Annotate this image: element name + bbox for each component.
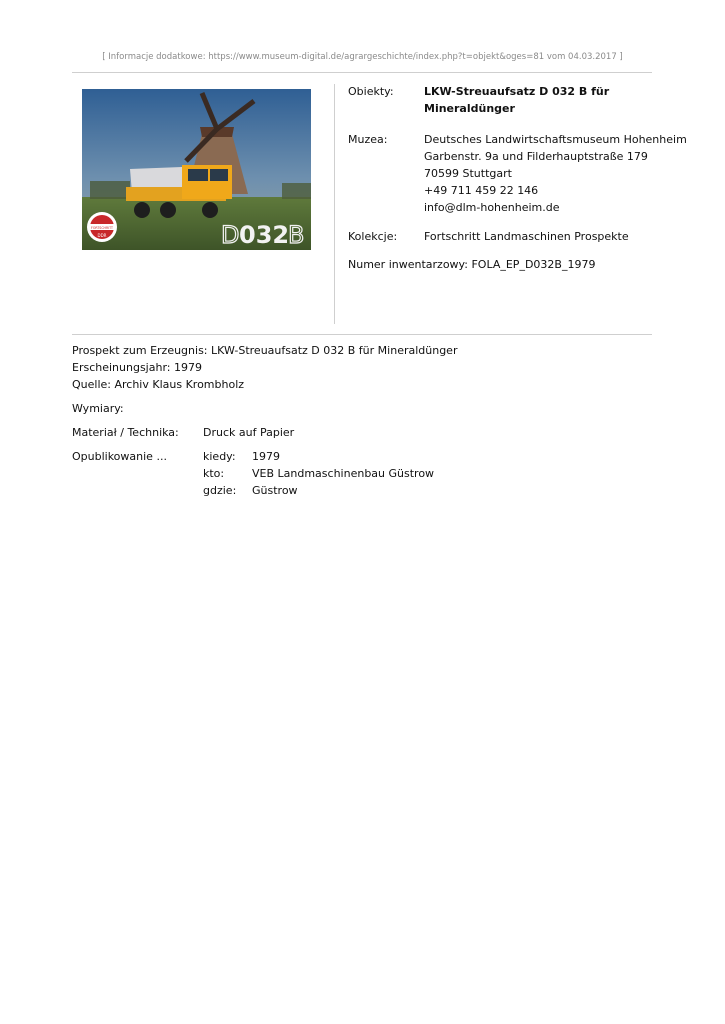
museum-name[interactable]: Deutsches Landwirtschaftsmuseum Hohenheim	[424, 133, 687, 146]
description-line: Erscheinungsjahr: 1979	[72, 361, 202, 374]
museum-address	[424, 131, 687, 216]
overlay-letter-d: D	[221, 221, 240, 249]
inventory-row	[348, 256, 595, 273]
material-label: Materiał / Technika:	[72, 426, 179, 439]
object-thumbnail[interactable]	[82, 89, 311, 250]
vertical-divider	[334, 84, 335, 324]
dimensions-label: Wymiary:	[72, 402, 124, 415]
object-title	[424, 83, 664, 117]
published-when-label: kiedy:	[203, 450, 236, 463]
museum-street: Garbenstr. 9a und Filderhauptstraße 179	[424, 150, 648, 163]
collection-value[interactable]: Fortschritt Landmaschinen Prospekte	[424, 230, 629, 243]
description-line: Quelle: Archiv Klaus Krombholz	[72, 378, 245, 391]
published-when-value[interactable]: 1979	[252, 450, 280, 463]
published-where-value[interactable]: Güstrow	[252, 484, 298, 497]
collection-label: Kolekcje:	[348, 230, 398, 243]
logo-text-top: FORTSCHRITT	[91, 226, 113, 230]
museum-email[interactable]: info@dlm-hohenheim.de	[424, 201, 560, 214]
published-who-value[interactable]: VEB Landmaschinenbau Güstrow	[252, 467, 435, 480]
top-divider	[72, 72, 652, 73]
logo-text-bottom: DDR	[97, 233, 107, 238]
inventory-label: Numer inwentarzowy:	[348, 258, 468, 271]
museum-label: Muzea:	[348, 133, 388, 146]
header-note: [ Informacje dodatkowe: https://www.museum-digital.de/agrargeschichte/index.php?t=objekt&oges=81 vom 04.03.2017 ]	[102, 52, 623, 62]
inventory-value: FOLA_EP_D032B_1979	[471, 258, 596, 271]
museum-phone: +49 711 459 22 146	[424, 184, 539, 197]
description-line: Prospekt zum Erzeugnis: LKW-Streuaufsatz D 032 B für Mineraldünger	[72, 344, 458, 357]
museum-city: 70599 Stuttgart	[424, 167, 512, 180]
published-where-label: gdzie:	[203, 484, 237, 497]
overlay-letter-b: B	[288, 221, 305, 249]
inventory-block	[348, 256, 595, 273]
published-who-label: kto:	[203, 467, 225, 480]
published-label: Opublikowanie ...	[72, 450, 167, 463]
material-value: Druck auf Papier	[203, 426, 295, 439]
object-label: Obiekty:	[348, 85, 394, 98]
object-title-line: LKW-Streuaufsatz D 032 B für	[424, 85, 610, 98]
overlay-number: 032	[239, 221, 290, 249]
object-title-line: Mineraldünger	[424, 102, 515, 115]
middle-divider	[72, 334, 652, 335]
description	[72, 342, 457, 393]
